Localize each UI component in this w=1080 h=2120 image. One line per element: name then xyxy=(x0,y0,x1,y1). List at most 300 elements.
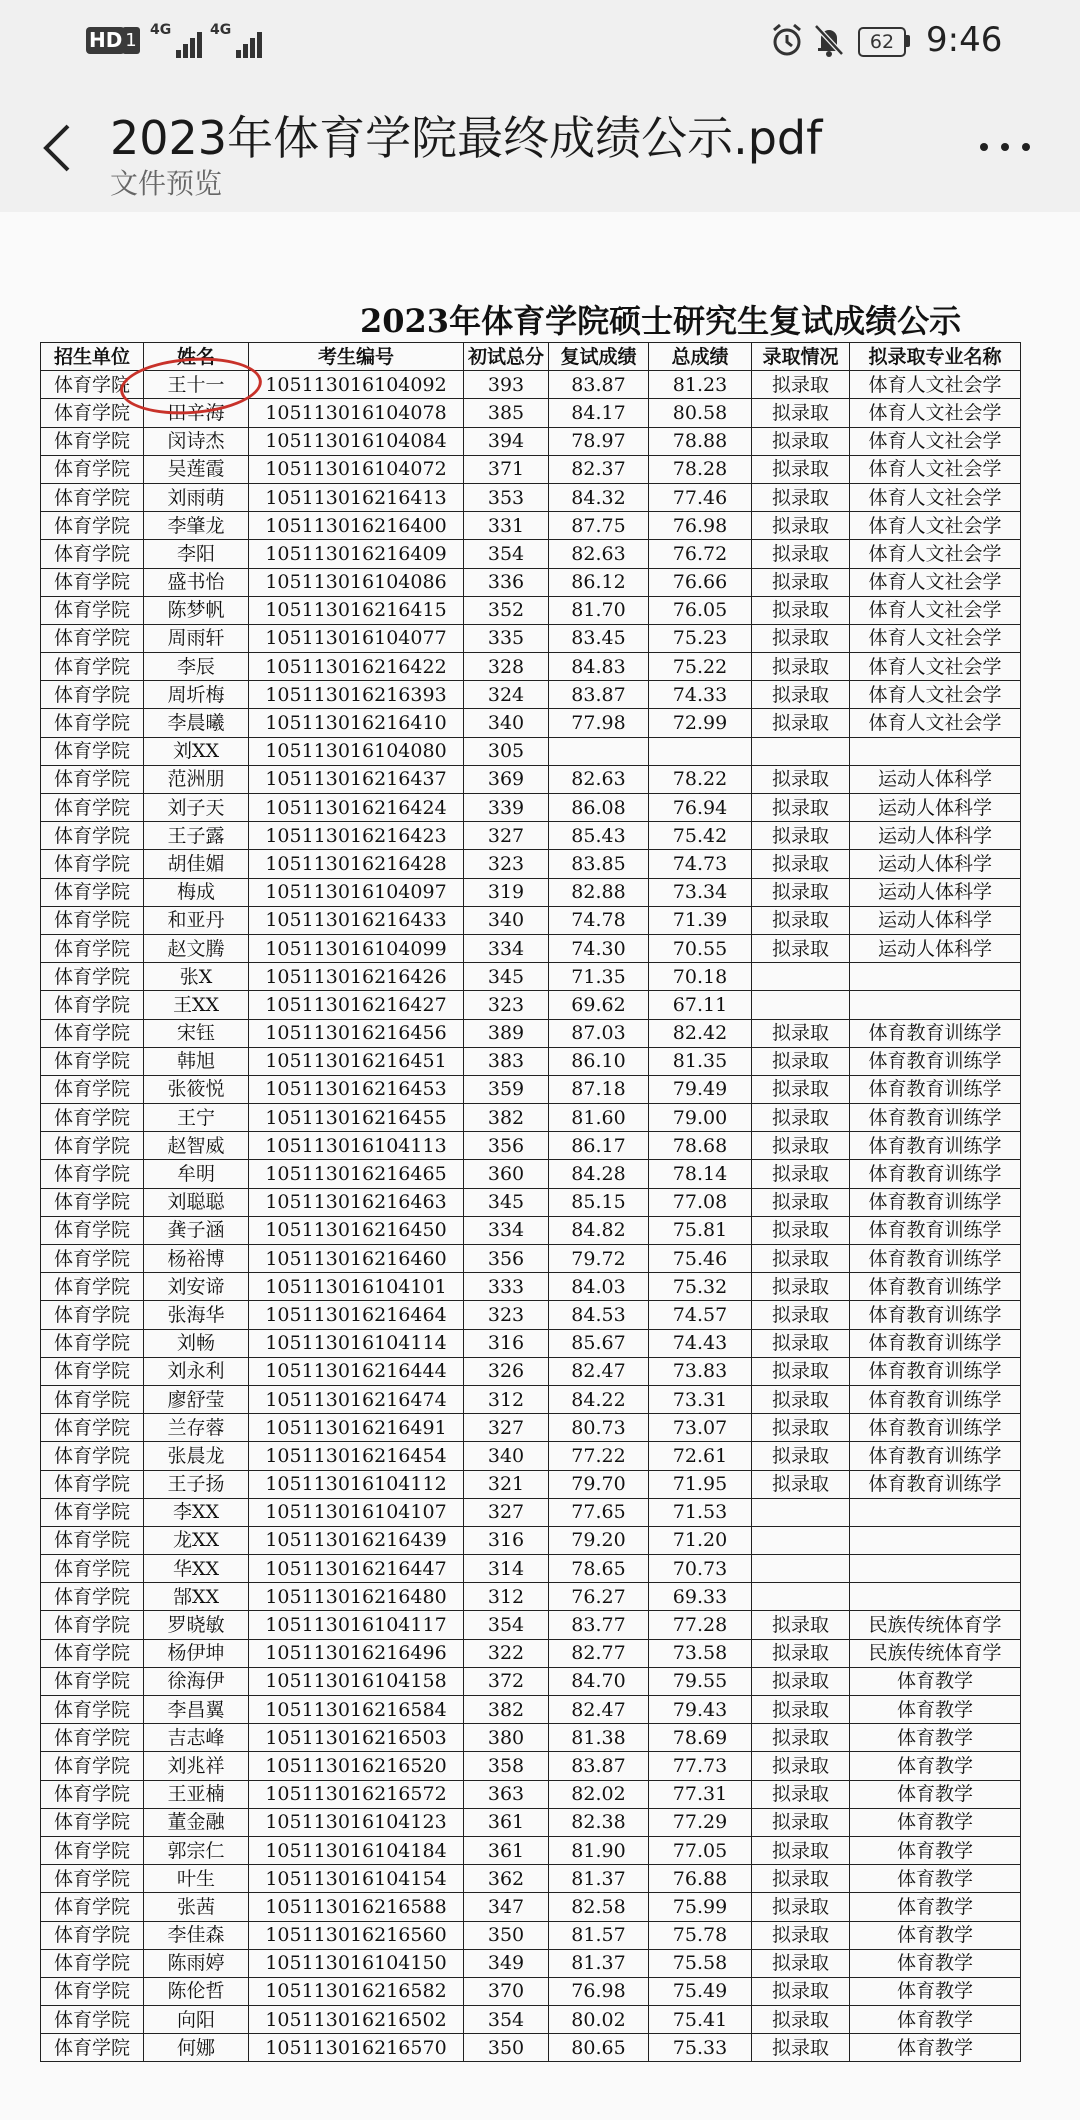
cell-major: 体育教学 xyxy=(850,1667,1021,1695)
cell-total-score: 78.68 xyxy=(649,1132,752,1160)
cell-unit: 体育学院 xyxy=(41,1808,144,1836)
cell-retest-score: 82.88 xyxy=(549,878,649,906)
cell-total-score: 79.43 xyxy=(649,1696,752,1724)
cell-major: 体育教育训练学 xyxy=(850,1273,1021,1301)
cell-unit: 体育学院 xyxy=(41,765,144,793)
table-row xyxy=(41,371,1021,399)
cell-initial-score: 327 xyxy=(464,1414,549,1442)
cell-retest-score: 78.97 xyxy=(549,427,649,455)
cell-retest-score: 76.27 xyxy=(549,1583,649,1611)
cell-unit: 体育学院 xyxy=(41,483,144,511)
cell-major xyxy=(850,963,1021,991)
cell-name: 郭宗仁 xyxy=(144,1836,249,1864)
cell-unit: 体育学院 xyxy=(41,1696,144,1724)
cell-name: 向阳 xyxy=(144,2006,249,2034)
cell-admission-status: 拟录取 xyxy=(752,1893,850,1921)
column-header-total-score: 总成绩 xyxy=(649,343,752,371)
pdf-page[interactable] xyxy=(0,212,1080,2120)
cell-total-score: 75.22 xyxy=(649,653,752,681)
cell-total-score: 73.34 xyxy=(649,878,752,906)
cell-initial-score: 350 xyxy=(464,2034,549,2062)
cell-admission-status: 拟录取 xyxy=(752,427,850,455)
cell-unit: 体育学院 xyxy=(41,1385,144,1413)
cell-initial-score: 353 xyxy=(464,483,549,511)
cell-name: 王子扬 xyxy=(144,1470,249,1498)
cell-name: 王宁 xyxy=(144,1104,249,1132)
cell-total-score: 81.23 xyxy=(649,371,752,399)
cell-unit: 体育学院 xyxy=(41,1639,144,1667)
cell-initial-score: 305 xyxy=(464,737,549,765)
cell-initial-score: 333 xyxy=(464,1273,549,1301)
cell-admission-status: 拟录取 xyxy=(752,1075,850,1103)
cell-initial-score: 394 xyxy=(464,427,549,455)
table-row xyxy=(41,512,1021,540)
cell-total-score: 74.57 xyxy=(649,1301,752,1329)
cell-initial-score: 372 xyxy=(464,1667,549,1695)
cell-initial-score: 382 xyxy=(464,1696,549,1724)
cell-retest-score: 77.22 xyxy=(549,1442,649,1470)
cell-name: 李昌翼 xyxy=(144,1696,249,1724)
cell-name: 韩旭 xyxy=(144,1047,249,1075)
cell-exam-id: 105113016216502 xyxy=(249,2006,464,2034)
cell-total-score: 75.32 xyxy=(649,1273,752,1301)
cell-unit: 体育学院 xyxy=(41,1245,144,1273)
cell-admission-status: 拟录取 xyxy=(752,765,850,793)
cell-initial-score: 336 xyxy=(464,568,549,596)
network-type-label: 4G xyxy=(210,22,232,38)
cell-admission-status: 拟录取 xyxy=(752,906,850,934)
table-row xyxy=(41,963,1021,991)
cell-name: 刘永利 xyxy=(144,1357,249,1385)
cell-retest-score: 81.90 xyxy=(549,1836,649,1864)
cell-admission-status: 拟录取 xyxy=(752,2034,850,2062)
cell-total-score: 78.69 xyxy=(649,1724,752,1752)
cell-total-score: 69.33 xyxy=(649,1583,752,1611)
table-row xyxy=(41,1047,1021,1075)
cell-name: 周圻梅 xyxy=(144,681,249,709)
table-row xyxy=(41,1752,1021,1780)
cell-retest-score: 71.35 xyxy=(549,963,649,991)
cell-name: 杨裕博 xyxy=(144,1245,249,1273)
table-row xyxy=(41,1160,1021,1188)
cell-exam-id: 105113016216572 xyxy=(249,1780,464,1808)
cell-name: 叶生 xyxy=(144,1865,249,1893)
cell-major: 运动人体科学 xyxy=(850,850,1021,878)
cell-total-score: 82.42 xyxy=(649,1019,752,1047)
cell-exam-id: 105113016216584 xyxy=(249,1696,464,1724)
cell-total-score: 78.28 xyxy=(649,455,752,483)
table-row xyxy=(41,1329,1021,1357)
cell-admission-status: 拟录取 xyxy=(752,1808,850,1836)
cell-unit: 体育学院 xyxy=(41,1555,144,1583)
cell-retest-score: 82.58 xyxy=(549,1893,649,1921)
table-row xyxy=(41,850,1021,878)
cell-initial-score: 321 xyxy=(464,1470,549,1498)
cell-retest-score: 83.87 xyxy=(549,681,649,709)
cell-total-score: 77.05 xyxy=(649,1836,752,1864)
cell-exam-id: 105113016104097 xyxy=(249,878,464,906)
table-row xyxy=(41,427,1021,455)
table-row xyxy=(41,1808,1021,1836)
cell-name: 周雨轩 xyxy=(144,624,249,652)
cell-exam-id: 105113016104184 xyxy=(249,1836,464,1864)
column-header-admission-status: 录取情况 xyxy=(752,343,850,371)
cell-name: 陈雨婷 xyxy=(144,1949,249,1977)
cell-exam-id: 105113016216444 xyxy=(249,1357,464,1385)
more-options-icon[interactable] xyxy=(980,136,1044,160)
cell-admission-status: 拟录取 xyxy=(752,1104,850,1132)
cell-name: 兰存蓉 xyxy=(144,1414,249,1442)
cell-name: 张茜 xyxy=(144,1893,249,1921)
table-row xyxy=(41,1949,1021,1977)
cell-total-score: 71.53 xyxy=(649,1498,752,1526)
cell-initial-score: 322 xyxy=(464,1639,549,1667)
cell-admission-status: 拟录取 xyxy=(752,681,850,709)
cell-exam-id: 105113016216451 xyxy=(249,1047,464,1075)
cell-total-score: 70.73 xyxy=(649,1555,752,1583)
cell-exam-id: 105113016216433 xyxy=(249,906,464,934)
cell-admission-status: 拟录取 xyxy=(752,709,850,737)
cell-total-score: 78.22 xyxy=(649,765,752,793)
cell-retest-score: 81.37 xyxy=(549,1949,649,1977)
table-row xyxy=(41,681,1021,709)
cell-total-score xyxy=(649,737,752,765)
cell-exam-id: 105113016104107 xyxy=(249,1498,464,1526)
cell-name: 王XX xyxy=(144,991,249,1019)
cell-initial-score: 389 xyxy=(464,1019,549,1047)
table-row xyxy=(41,709,1021,737)
table-row xyxy=(41,2034,1021,2062)
cell-name: 范洲朋 xyxy=(144,765,249,793)
cell-total-score: 72.61 xyxy=(649,1442,752,1470)
cell-name: 宋钰 xyxy=(144,1019,249,1047)
cell-exam-id: 105113016216588 xyxy=(249,1893,464,1921)
cell-admission-status: 拟录取 xyxy=(752,399,850,427)
cell-total-score: 74.43 xyxy=(649,1329,752,1357)
cell-total-score: 76.05 xyxy=(649,596,752,624)
cell-admission-status: 拟录取 xyxy=(752,1949,850,1977)
cell-exam-id: 105113016216423 xyxy=(249,822,464,850)
column-header-unit: 招生单位 xyxy=(41,343,144,371)
back-arrow-icon[interactable] xyxy=(38,120,78,176)
table-row xyxy=(41,1921,1021,1949)
cell-admission-status: 拟录取 xyxy=(752,624,850,652)
cell-major: 体育人文社会学 xyxy=(850,568,1021,596)
cell-exam-id: 105113016216409 xyxy=(249,540,464,568)
scores-table xyxy=(40,342,1021,2062)
cell-initial-score: 334 xyxy=(464,934,549,962)
cell-admission-status: 拟录取 xyxy=(752,1216,850,1244)
cell-exam-id: 105113016216428 xyxy=(249,850,464,878)
cell-initial-score: 356 xyxy=(464,1132,549,1160)
cell-total-score: 73.58 xyxy=(649,1639,752,1667)
table-row xyxy=(41,1583,1021,1611)
cell-total-score: 79.55 xyxy=(649,1667,752,1695)
cell-initial-score: 339 xyxy=(464,794,549,822)
cell-admission-status: 拟录取 xyxy=(752,1667,850,1695)
cell-exam-id: 105113016104114 xyxy=(249,1329,464,1357)
cell-retest-score xyxy=(549,737,649,765)
cell-retest-score: 79.72 xyxy=(549,1245,649,1273)
cell-major: 体育教育训练学 xyxy=(850,1104,1021,1132)
cell-major: 体育教学 xyxy=(850,1696,1021,1724)
column-header-name: 姓名 xyxy=(144,343,249,371)
table-body xyxy=(41,371,1021,2062)
cell-initial-score: 316 xyxy=(464,1329,549,1357)
table-row xyxy=(41,1216,1021,1244)
status-bar xyxy=(0,0,1080,80)
cell-admission-status: 拟录取 xyxy=(752,1780,850,1808)
cell-exam-id: 105113016216413 xyxy=(249,483,464,511)
cell-initial-score: 354 xyxy=(464,540,549,568)
cell-major: 体育教学 xyxy=(850,1724,1021,1752)
cell-exam-id: 105113016104150 xyxy=(249,1949,464,1977)
cell-total-score: 74.73 xyxy=(649,850,752,878)
cell-retest-score: 81.60 xyxy=(549,1104,649,1132)
cell-name: 吉志峰 xyxy=(144,1724,249,1752)
cell-admission-status: 拟录取 xyxy=(752,822,850,850)
cell-retest-score: 82.02 xyxy=(549,1780,649,1808)
table-row xyxy=(41,906,1021,934)
cell-retest-score: 83.87 xyxy=(549,371,649,399)
cell-retest-score: 84.82 xyxy=(549,1216,649,1244)
cell-admission-status: 拟录取 xyxy=(752,1724,850,1752)
cell-total-score: 77.46 xyxy=(649,483,752,511)
cell-exam-id: 105113016104077 xyxy=(249,624,464,652)
cell-major: 体育教育训练学 xyxy=(850,1245,1021,1273)
cell-major xyxy=(850,1583,1021,1611)
cell-name: 吴莲霞 xyxy=(144,455,249,483)
cell-unit: 体育学院 xyxy=(41,624,144,652)
cell-total-score: 75.42 xyxy=(649,822,752,850)
cell-admission-status: 拟录取 xyxy=(752,934,850,962)
cell-admission-status: 拟录取 xyxy=(752,1921,850,1949)
table-row xyxy=(41,1555,1021,1583)
cell-retest-score: 82.47 xyxy=(549,1357,649,1385)
cell-name: 李晨曦 xyxy=(144,709,249,737)
cell-initial-score: 335 xyxy=(464,624,549,652)
cell-exam-id: 105113016104084 xyxy=(249,427,464,455)
cell-total-score: 77.73 xyxy=(649,1752,752,1780)
cell-exam-id: 105113016216393 xyxy=(249,681,464,709)
cell-retest-score: 74.30 xyxy=(549,934,649,962)
cell-major: 体育人文社会学 xyxy=(850,455,1021,483)
cell-name: 赵智威 xyxy=(144,1132,249,1160)
cell-total-score: 75.99 xyxy=(649,1893,752,1921)
cell-name: 李佳森 xyxy=(144,1921,249,1949)
cell-unit: 体育学院 xyxy=(41,1780,144,1808)
table-row xyxy=(41,1780,1021,1808)
cell-unit: 体育学院 xyxy=(41,653,144,681)
cell-unit: 体育学院 xyxy=(41,709,144,737)
cell-major: 民族传统体育学 xyxy=(850,1611,1021,1639)
cell-unit: 体育学院 xyxy=(41,1442,144,1470)
table-row xyxy=(41,1696,1021,1724)
cell-retest-score: 82.47 xyxy=(549,1696,649,1724)
cell-major: 体育人文社会学 xyxy=(850,399,1021,427)
cell-major: 体育教学 xyxy=(850,1752,1021,1780)
cell-exam-id: 105113016216437 xyxy=(249,765,464,793)
cell-major: 体育教育训练学 xyxy=(850,1216,1021,1244)
cell-exam-id: 105113016104092 xyxy=(249,371,464,399)
cell-major: 民族传统体育学 xyxy=(850,1639,1021,1667)
cell-unit: 体育学院 xyxy=(41,455,144,483)
cell-retest-score: 81.57 xyxy=(549,1921,649,1949)
cell-admission-status: 拟录取 xyxy=(752,850,850,878)
cell-initial-score: 383 xyxy=(464,1047,549,1075)
cell-retest-score: 69.62 xyxy=(549,991,649,1019)
cell-initial-score: 361 xyxy=(464,1836,549,1864)
table-row xyxy=(41,455,1021,483)
cell-major: 体育人文社会学 xyxy=(850,596,1021,624)
cell-retest-score: 84.22 xyxy=(549,1385,649,1413)
cell-retest-score: 78.65 xyxy=(549,1555,649,1583)
cell-name: 何娜 xyxy=(144,2034,249,2062)
cell-retest-score: 85.43 xyxy=(549,822,649,850)
cell-unit: 体育学院 xyxy=(41,934,144,962)
cell-unit: 体育学院 xyxy=(41,1047,144,1075)
cell-unit: 体育学院 xyxy=(41,1583,144,1611)
cell-exam-id: 105113016216480 xyxy=(249,1583,464,1611)
cell-major: 体育教育训练学 xyxy=(850,1414,1021,1442)
cell-admission-status: 拟录取 xyxy=(752,1696,850,1724)
cell-exam-id: 105113016104154 xyxy=(249,1865,464,1893)
cell-admission-status xyxy=(752,1583,850,1611)
table-row xyxy=(41,934,1021,962)
table-row xyxy=(41,1498,1021,1526)
cell-name: 董金融 xyxy=(144,1808,249,1836)
cell-name: 龙XX xyxy=(144,1526,249,1554)
cell-major: 体育人文社会学 xyxy=(850,512,1021,540)
cell-admission-status xyxy=(752,1498,850,1526)
table-row xyxy=(41,878,1021,906)
cell-unit: 体育学院 xyxy=(41,906,144,934)
cell-major: 体育人文社会学 xyxy=(850,681,1021,709)
cell-major: 体育教学 xyxy=(850,2006,1021,2034)
cell-retest-score: 83.87 xyxy=(549,1752,649,1780)
table-row xyxy=(41,822,1021,850)
cell-initial-score: 350 xyxy=(464,1921,549,1949)
cell-initial-score: 371 xyxy=(464,455,549,483)
document-title: 2023年体育学院硕士研究生复试成绩公示 xyxy=(360,302,962,340)
cell-name: 刘雨萌 xyxy=(144,483,249,511)
cell-major: 体育教学 xyxy=(850,1977,1021,2005)
cell-exam-id: 105113016216560 xyxy=(249,1921,464,1949)
cell-exam-id: 105113016216503 xyxy=(249,1724,464,1752)
cell-total-score: 77.29 xyxy=(649,1808,752,1836)
cell-unit: 体育学院 xyxy=(41,1752,144,1780)
cell-exam-id: 105113016216465 xyxy=(249,1160,464,1188)
cell-total-score: 70.18 xyxy=(649,963,752,991)
cell-initial-score: 354 xyxy=(464,1611,549,1639)
cell-major: 体育人文社会学 xyxy=(850,371,1021,399)
table-row xyxy=(41,794,1021,822)
cell-name: 郜XX xyxy=(144,1583,249,1611)
cell-initial-score: 393 xyxy=(464,371,549,399)
cell-unit: 体育学院 xyxy=(41,1949,144,1977)
cell-admission-status: 拟录取 xyxy=(752,1752,850,1780)
cell-retest-score: 86.17 xyxy=(549,1132,649,1160)
app-bar xyxy=(0,80,1080,212)
cell-retest-score: 84.53 xyxy=(549,1301,649,1329)
cell-initial-score: 358 xyxy=(464,1752,549,1780)
cell-name: 牟明 xyxy=(144,1160,249,1188)
table-row xyxy=(41,1667,1021,1695)
cell-admission-status: 拟录取 xyxy=(752,653,850,681)
cell-unit: 体育学院 xyxy=(41,1836,144,1864)
table-row xyxy=(41,1188,1021,1216)
cell-major: 体育教学 xyxy=(850,1921,1021,1949)
cell-total-score: 81.35 xyxy=(649,1047,752,1075)
cell-total-score: 75.78 xyxy=(649,1921,752,1949)
cell-retest-score: 86.12 xyxy=(549,568,649,596)
cell-retest-score: 80.65 xyxy=(549,2034,649,2062)
cell-exam-id: 105113016216520 xyxy=(249,1752,464,1780)
cell-initial-score: 362 xyxy=(464,1865,549,1893)
cell-unit: 体育学院 xyxy=(41,1667,144,1695)
cell-initial-score: 382 xyxy=(464,1104,549,1132)
cell-unit: 体育学院 xyxy=(41,878,144,906)
cell-total-score: 74.33 xyxy=(649,681,752,709)
cell-initial-score: 345 xyxy=(464,963,549,991)
cell-retest-score: 81.37 xyxy=(549,1865,649,1893)
cell-total-score: 78.14 xyxy=(649,1160,752,1188)
cell-major: 体育教育训练学 xyxy=(850,1329,1021,1357)
cell-initial-score: 360 xyxy=(464,1160,549,1188)
cell-exam-id: 105113016216582 xyxy=(249,1977,464,2005)
cell-exam-id: 105113016104117 xyxy=(249,1611,464,1639)
table-row xyxy=(41,568,1021,596)
cell-initial-score: 334 xyxy=(464,1216,549,1244)
cell-unit: 体育学院 xyxy=(41,737,144,765)
cell-retest-score: 85.15 xyxy=(549,1188,649,1216)
cell-exam-id: 105113016104123 xyxy=(249,1808,464,1836)
cell-major: 体育教育训练学 xyxy=(850,1357,1021,1385)
table-row xyxy=(41,1132,1021,1160)
cell-exam-id: 105113016104112 xyxy=(249,1470,464,1498)
cell-unit: 体育学院 xyxy=(41,568,144,596)
cell-admission-status: 拟录取 xyxy=(752,1414,850,1442)
table-row xyxy=(41,653,1021,681)
cell-exam-id: 105113016104080 xyxy=(249,737,464,765)
cell-total-score: 77.08 xyxy=(649,1188,752,1216)
table-row xyxy=(41,1611,1021,1639)
cell-initial-score: 319 xyxy=(464,878,549,906)
cell-unit: 体育学院 xyxy=(41,1329,144,1357)
table-row xyxy=(41,1893,1021,1921)
cell-major xyxy=(850,991,1021,1019)
cell-major: 体育教学 xyxy=(850,2034,1021,2062)
cell-admission-status: 拟录取 xyxy=(752,1047,850,1075)
cell-name: 徐海伊 xyxy=(144,1667,249,1695)
cell-admission-status: 拟录取 xyxy=(752,1132,850,1160)
signal-icon xyxy=(210,22,270,58)
cell-initial-score: 323 xyxy=(464,991,549,1019)
cell-total-score: 77.28 xyxy=(649,1611,752,1639)
cell-retest-score: 79.70 xyxy=(549,1470,649,1498)
cell-unit: 体育学院 xyxy=(41,794,144,822)
cell-total-score: 67.11 xyxy=(649,991,752,1019)
cell-admission-status: 拟录取 xyxy=(752,483,850,511)
cell-total-score: 76.98 xyxy=(649,512,752,540)
cell-admission-status xyxy=(752,1555,850,1583)
cell-initial-score: 356 xyxy=(464,1245,549,1273)
cell-total-score: 75.49 xyxy=(649,1977,752,2005)
cell-initial-score: 347 xyxy=(464,1893,549,1921)
table-row xyxy=(41,1836,1021,1864)
cell-name: 刘XX xyxy=(144,737,249,765)
cell-initial-score: 323 xyxy=(464,1301,549,1329)
